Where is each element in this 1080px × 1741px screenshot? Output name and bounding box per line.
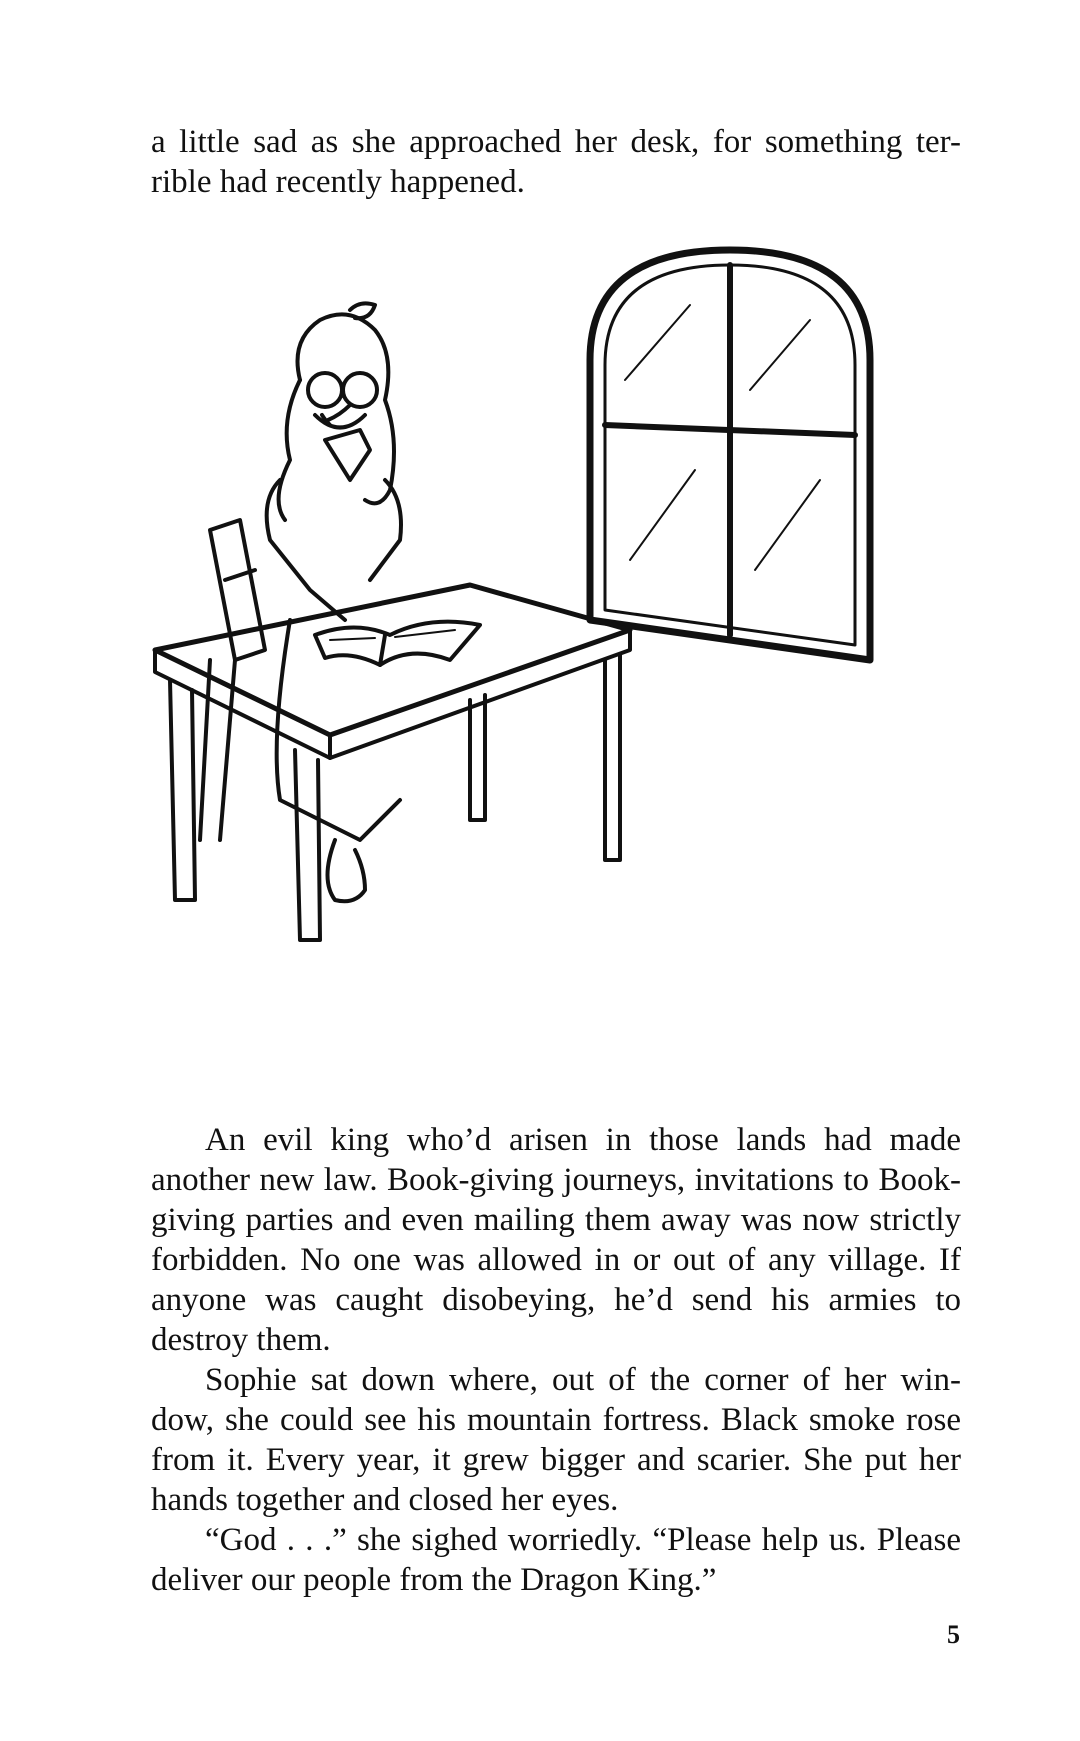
top-paragraph: a little sad as she approached her desk, for something ter-rible had recently happened. [151,124,961,200]
chair-illustration [200,520,265,840]
top-paragraph-block [151,122,961,202]
window-illustration [590,250,870,660]
paragraph-2: Sophie sat down where, out of the corner of her win-dow, she could see his mountain fortress. Black smoke rose from it. Every year, it grew bigger and scarier. She put her hands together and closed her eyes. [151,1362,961,1518]
body-text-block [151,1120,961,1600]
paragraph-1: An evil king who’d arisen in those lands had made another new law. Book-giving journeys, invitations to Book-giving parties and even mailing them away was now strictly forbidden. No one was allowed in or out of any village. If anyone was caught disobeying, he’d send his armies to destroy them. [151,1122,961,1358]
girl-praying-at-desk-illustration [150,240,910,1070]
paragraph-3: “God . . .” she sighed worriedly. “Please help us. Please deliver our people from the Dragon King.” [151,1522,961,1598]
book-illustration [315,622,480,665]
page-number: 5 [947,1620,960,1649]
